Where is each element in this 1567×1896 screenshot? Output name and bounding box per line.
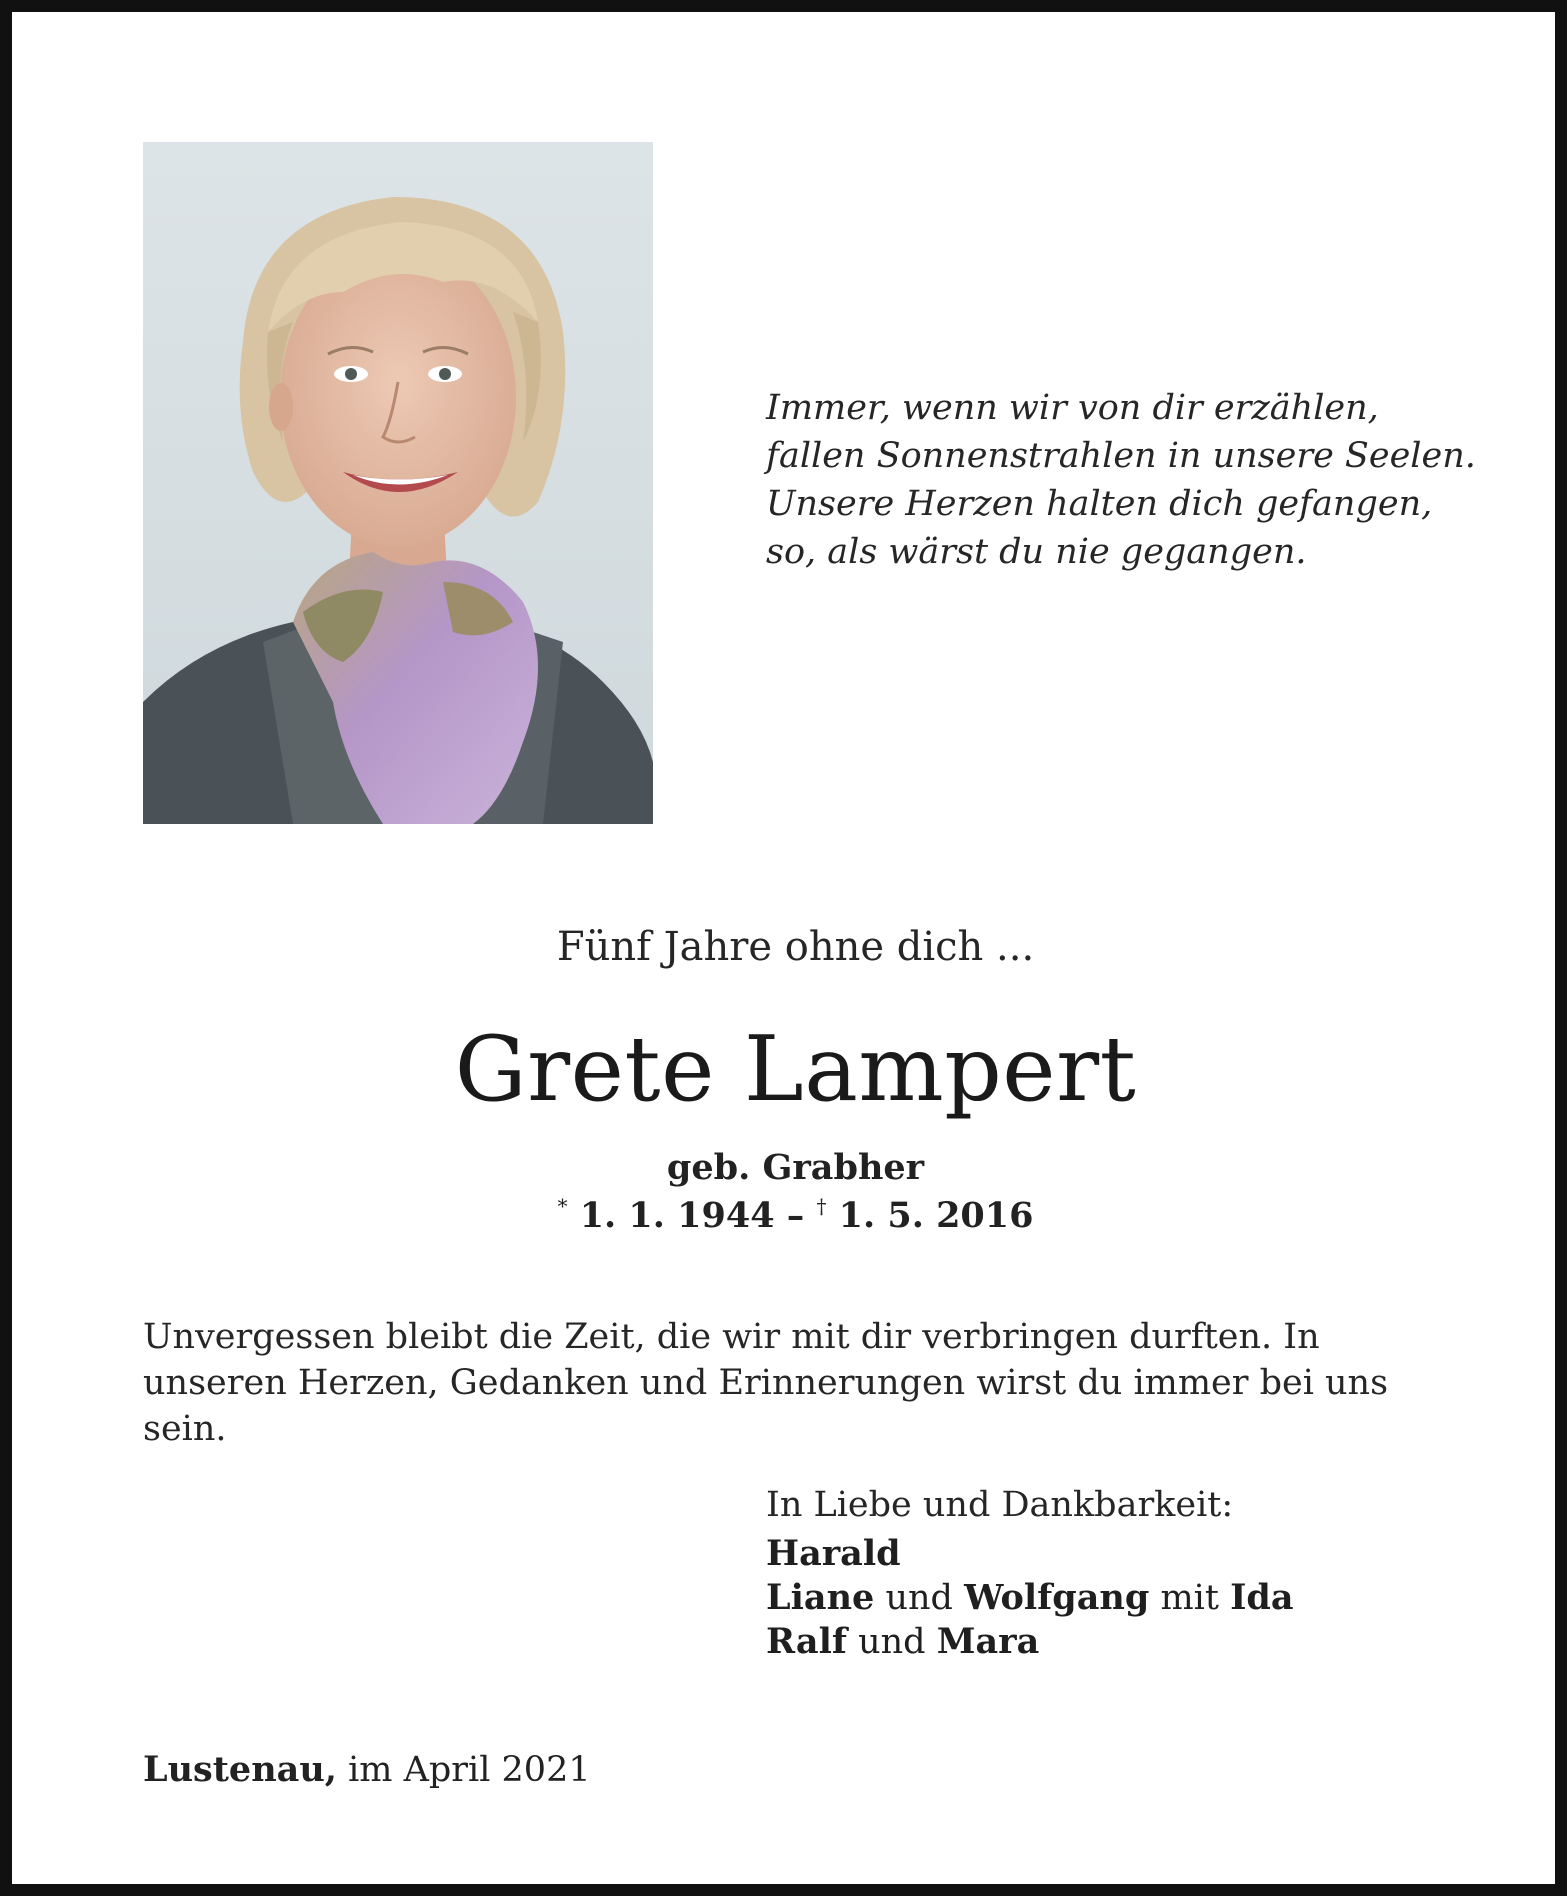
family-row [766,1620,1294,1664]
portrait-illustration [143,142,653,824]
family-name: Wolfgang [964,1577,1150,1618]
deceased-name: Grete Lampert [454,1017,1137,1122]
death-date: 1. 5. 2016 [838,1195,1034,1236]
birth-symbol: * [557,1194,568,1218]
family-name: Mara [936,1621,1040,1662]
life-dates [12,1194,1567,1236]
poem-line: fallen Sonnenstrahlen in unsere Seelen. [766,436,1476,476]
poem-line: Immer, wenn wir von dir erzählen, [766,388,1379,428]
place-name: Lustenau, [143,1749,337,1790]
poem-line: Unsere Herzen halten dich gefangen, [766,484,1433,524]
family-conjunction: und [885,1578,953,1618]
place-and-date [143,1749,591,1790]
family-row [766,1532,1294,1576]
notice-date: im April 2021 [348,1750,591,1790]
maiden-name: geb. Grabher [666,1147,925,1188]
thanks-line: In Liebe und Dankbarkeit: [766,1485,1234,1525]
memorial-poem [766,384,1476,576]
date-separator: – [786,1195,805,1236]
portrait-photo [143,142,653,824]
death-symbol: † [816,1194,827,1218]
family-row [766,1576,1294,1620]
memorial-message: Unvergessen bleibt die Zeit, die wir mit dir verbringen durften. In unseren Herzen, Gedanken und Erinnerungen wirst du immer bei uns sein. [143,1317,1389,1449]
family-name: Ralf [766,1621,847,1662]
family-signatures [766,1532,1294,1664]
anniversary-subtitle: Fünf Jahre ohne dich ... [556,924,1035,970]
poem-line: so, als wärst du nie gegangen. [766,532,1307,572]
family-name: Harald [766,1533,901,1574]
family-name: Ida [1230,1577,1294,1618]
family-conjunction: und [858,1622,926,1662]
birth-date: 1. 1. 1944 [579,1195,775,1236]
family-name: Liane [766,1577,875,1618]
family-conjunction: mit [1160,1578,1219,1618]
